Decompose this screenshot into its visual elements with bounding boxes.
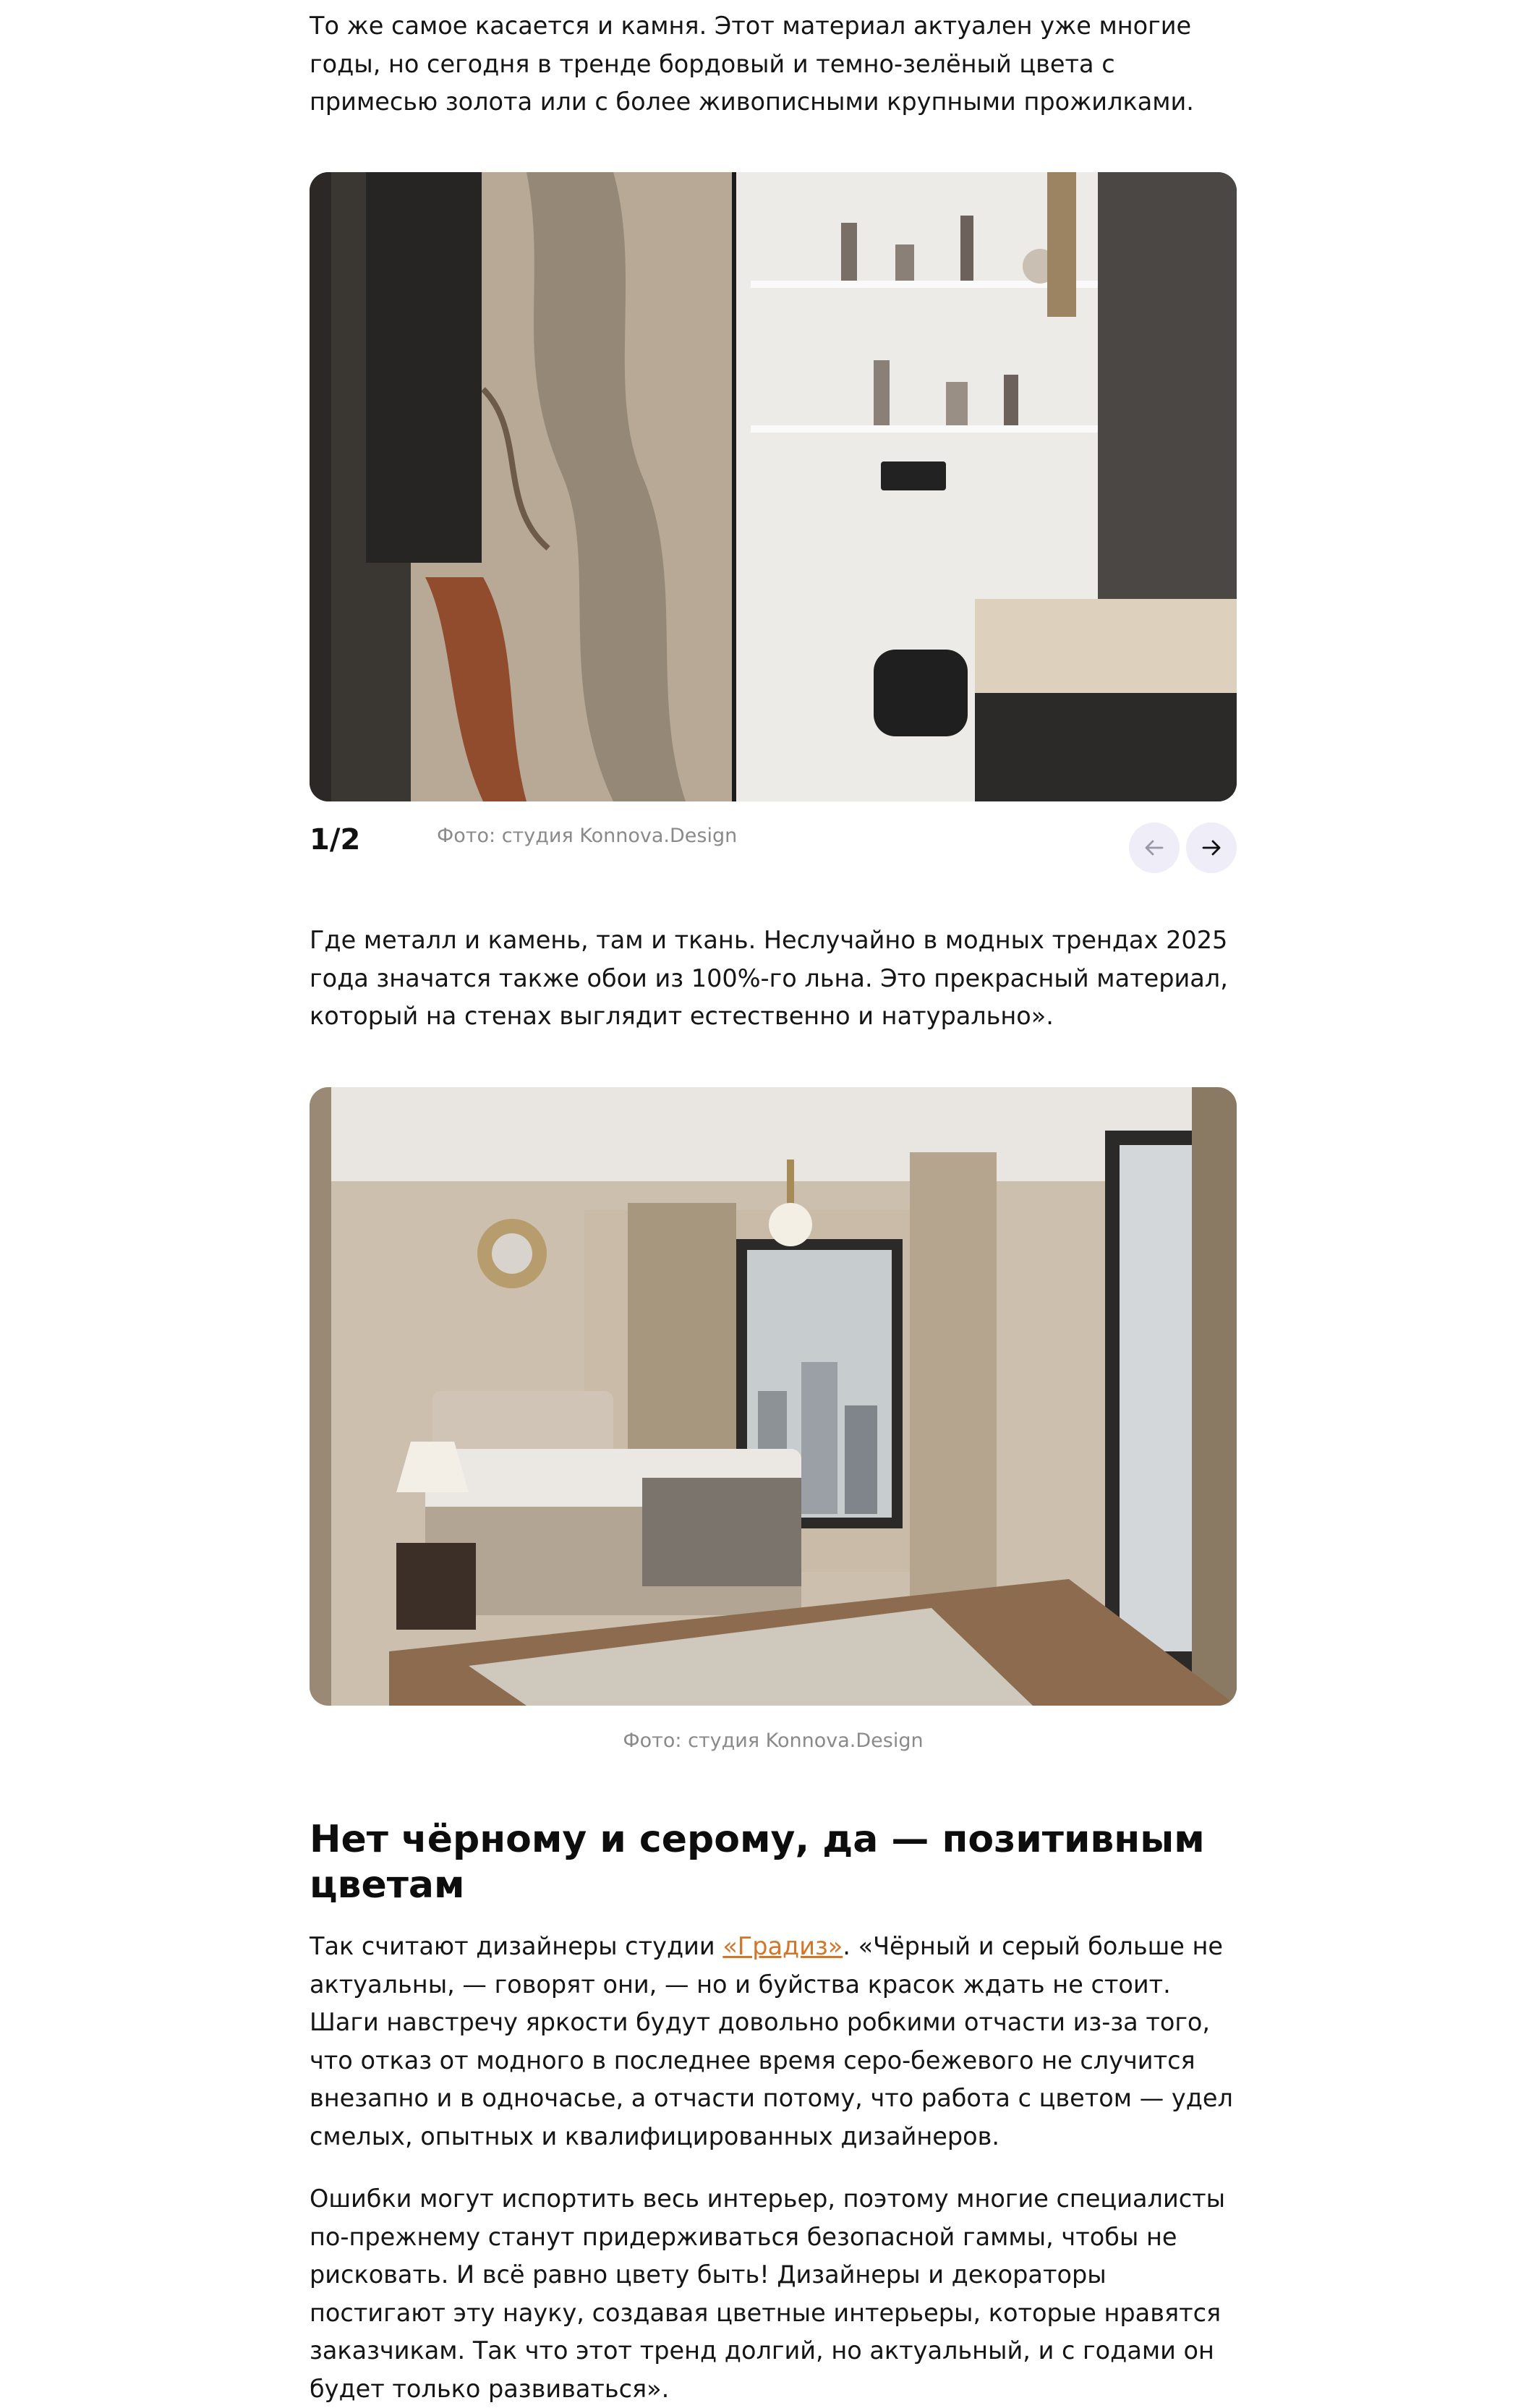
photo-caption: Фото: студия Konnova.Design <box>437 825 738 847</box>
gallery-next-button[interactable] <box>1186 822 1237 873</box>
bedroom-photo <box>310 1087 1237 1706</box>
bedroom-image <box>310 1087 1237 1706</box>
paragraph-stone: То же самое касается и камня. Этот материал актуален уже многие годы, но сегодня в тренде бордовый и темно-зелёный цвета с примесью золота или с более живописными крупными прожилками. <box>310 12 1194 116</box>
section-heading: Нет чёрному и серому, да — позитивным цветам <box>310 1818 1205 1907</box>
bathroom-image <box>310 172 1237 801</box>
paragraph-designers <box>310 1928 1237 2156</box>
paragraph-fabric: Где металл и камень, там и ткань. Неслучайно в модных трендах 2025 года значатся также обои из 100%-го льна. Это прекрасный материал, который на стенах выглядит естественно и натурально». <box>310 926 1228 1030</box>
photo-caption: Фото: студия Konnova.Design <box>623 1730 924 1752</box>
gallery-photo-bathroom[interactable] <box>310 172 1237 801</box>
gallery-prev-button[interactable] <box>1129 822 1180 873</box>
arrow-left-icon <box>1143 836 1166 859</box>
paragraph-mistakes: Ошибки могут испортить весь интерьер, поэтому многие специалисты по-прежнему станут придерживаться безопасной гаммы, чтобы не рисковать. И всё равно цвету быть! Дизайнеры и декораторы постигают эту науку, создавая цветные интерьеры, которые нравятся заказчикам. Так что этот тренд долгий, но актуальный, и с годами он будет только развиваться». <box>310 2184 1226 2403</box>
paragraph-text: Так считают дизайнеры студии <box>310 1932 723 1960</box>
gallery-counter: 1/2 <box>310 823 361 856</box>
paragraph-text: . «Чёрный и серый больше не актуальны, — говорят они, — но и буйства красок ждать не стоит. Шаги навстречу яркости будут довольно робкими отчасти из-за того, что отказ от модного в последнее время серо-бежевого не случится внезапно и в одночасье, а отчасти потому, что работа с цветом — удел смелых, опытных и квалифицированных дизайнеров. <box>310 1932 1233 2150</box>
studio-link[interactable]: «Градиз» <box>722 1932 843 1960</box>
arrow-right-icon <box>1200 836 1223 859</box>
